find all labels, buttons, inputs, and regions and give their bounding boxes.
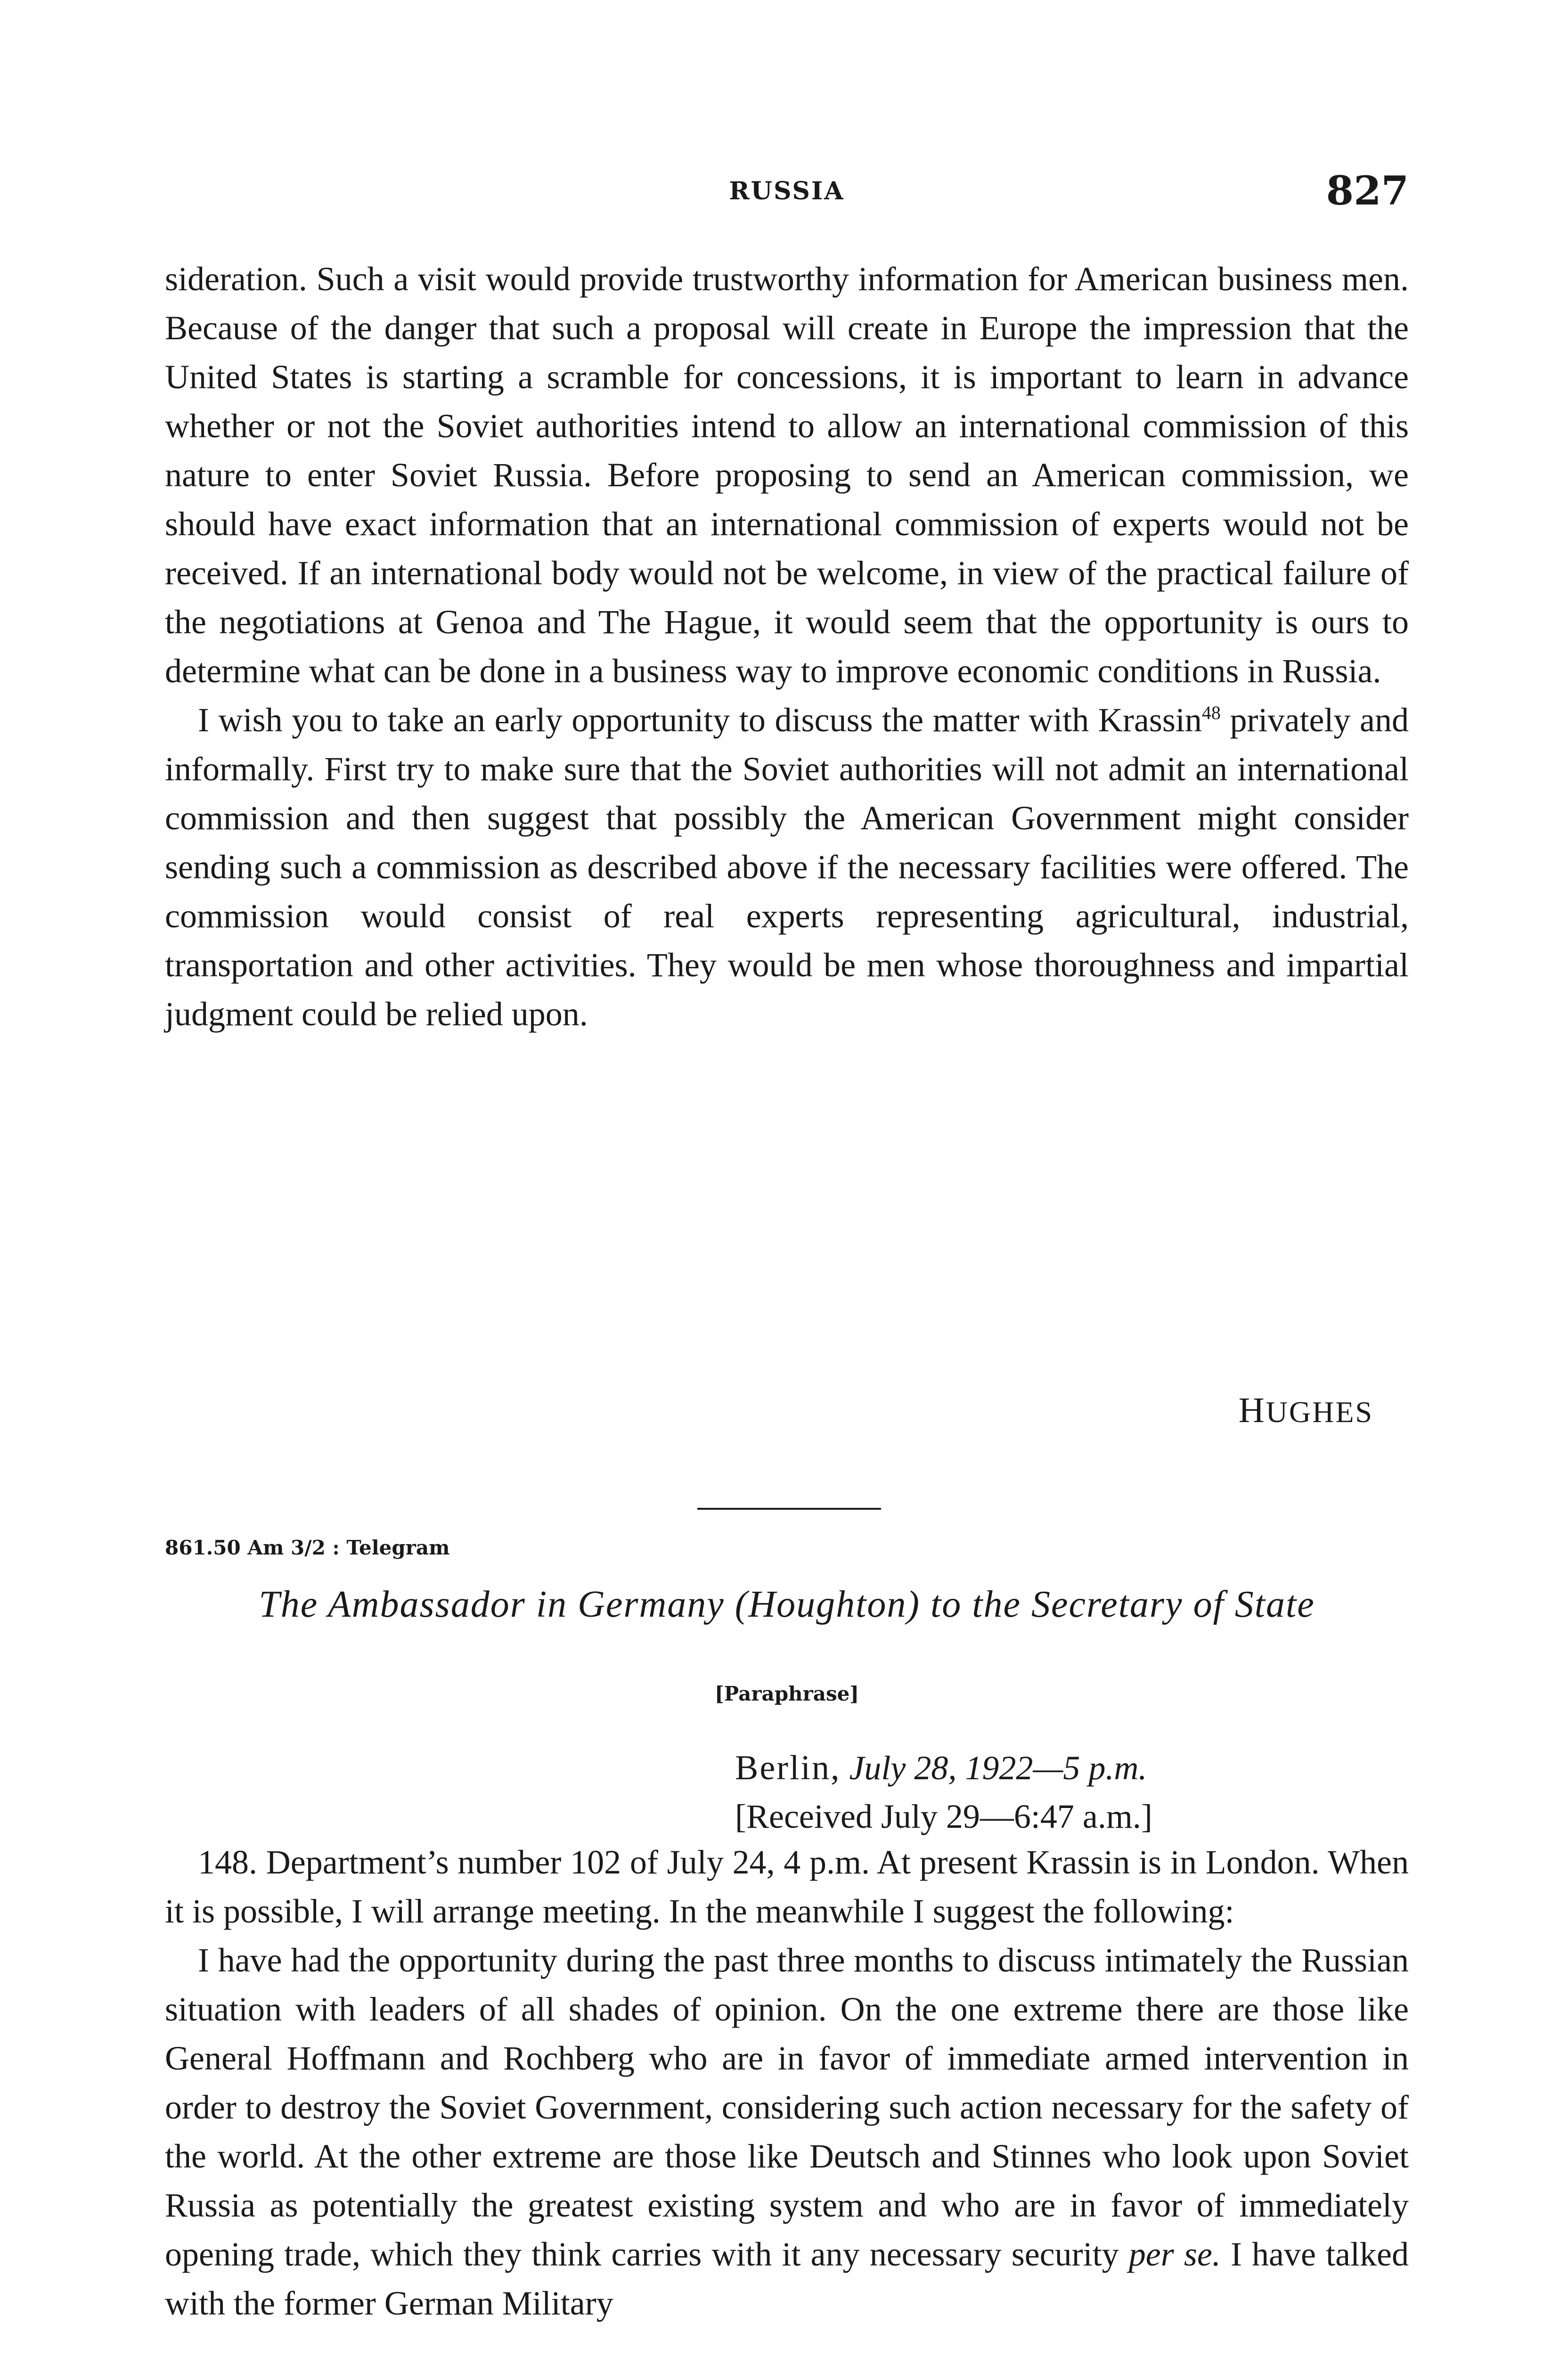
footnote-reference: 48	[1201, 702, 1221, 723]
paragraph-opinions	[165, 1936, 1409, 2328]
paragraph-text: I have had the opportunity during the past three months to discuss intimately the Russian situation with leaders of all shades of opinion. On the one extreme there are those like General Hoffmann and Rochberg who are in favor of immediate armed intervention in order to destroy the Soviet Government, considering such action necessary for the safety of the world. At the other extreme are those like Deutsch and Stinnes who look upon Soviet Russia as potentially the greatest existing system and who are in favor of immediately opening trade, which they think carries with it any necessary security	[165, 1941, 1409, 2273]
signature-hughes	[1239, 1390, 1373, 1431]
signature-rest: UGHES	[1266, 1395, 1373, 1429]
paragraph-continuation: sideration. Such a visit would provide trustworthy information for American business men. Because of the danger that such a proposal will create in Europe the impression that the United States is starting a scramble for concessions, it is important to learn in advance whether or not the Soviet authorities intend to allow an international commission of this nature to enter Soviet Russia. Before proposing to send an American commission, we should have exact information that an international commission of experts would not be received. If an international body would not be welcome, in view of the practical failure of the negotiations at Genoa and The Hague, it would seem that the opportunity is ours to determine what can be done in a business way to improve economic conditions in Russia.	[165, 260, 1409, 690]
running-head	[165, 167, 1409, 219]
document-heading: The Ambassador in Germany (Houghton) to the Secretary of State	[259, 1584, 1315, 1625]
section-separator	[697, 1508, 881, 1510]
dateline	[735, 1748, 1147, 1788]
paragraph-text: I have talked with the former German Military	[165, 2235, 1409, 2322]
paraphrase-label: [Paraphrase]	[714, 1682, 859, 1705]
paragraph-text: privately and informally. First try to make sure that the Soviet authorities will not admit an international commission and then suggest that possibly the American Government might consider sending such a commission as described above if the necessary facilities were offered. The commission would consist of real experts representing agricultural, industrial, transportation and other activities. They would be men whose thoroughness and impartial judgment could be relied upon.	[165, 701, 1409, 1033]
latin-phrase: per se.	[1128, 2235, 1221, 2273]
page-number: 827	[1326, 167, 1409, 214]
running-title: RUSSIA	[729, 177, 845, 205]
signature-initial: H	[1238, 1391, 1266, 1430]
body-section-2	[165, 1838, 1409, 2328]
paragraph-text: I wish you to take an early opportunity to discuss the matter with Krassin	[198, 701, 1202, 739]
document-page	[165, 155, 1409, 2356]
body-section-1	[165, 254, 1409, 1039]
dateline-date: July 28, 1922—5 p.m.	[841, 1749, 1147, 1787]
paragraph-krassin-instruction	[165, 695, 1409, 1039]
file-reference: 861.50 Am 3/2 : Telegram	[165, 1536, 450, 1559]
paragraph-telegram-148: 148. Department’s number 102 of July 24, 4 p.m. At present Krassin is in London. When it is possible, I will arrange meeting. In the meanwhile I suggest the following:	[165, 1843, 1409, 1930]
dateline-place: Berlin,	[735, 1749, 841, 1787]
received-line: [Received July 29—6:47 a.m.]	[735, 1798, 1152, 1835]
